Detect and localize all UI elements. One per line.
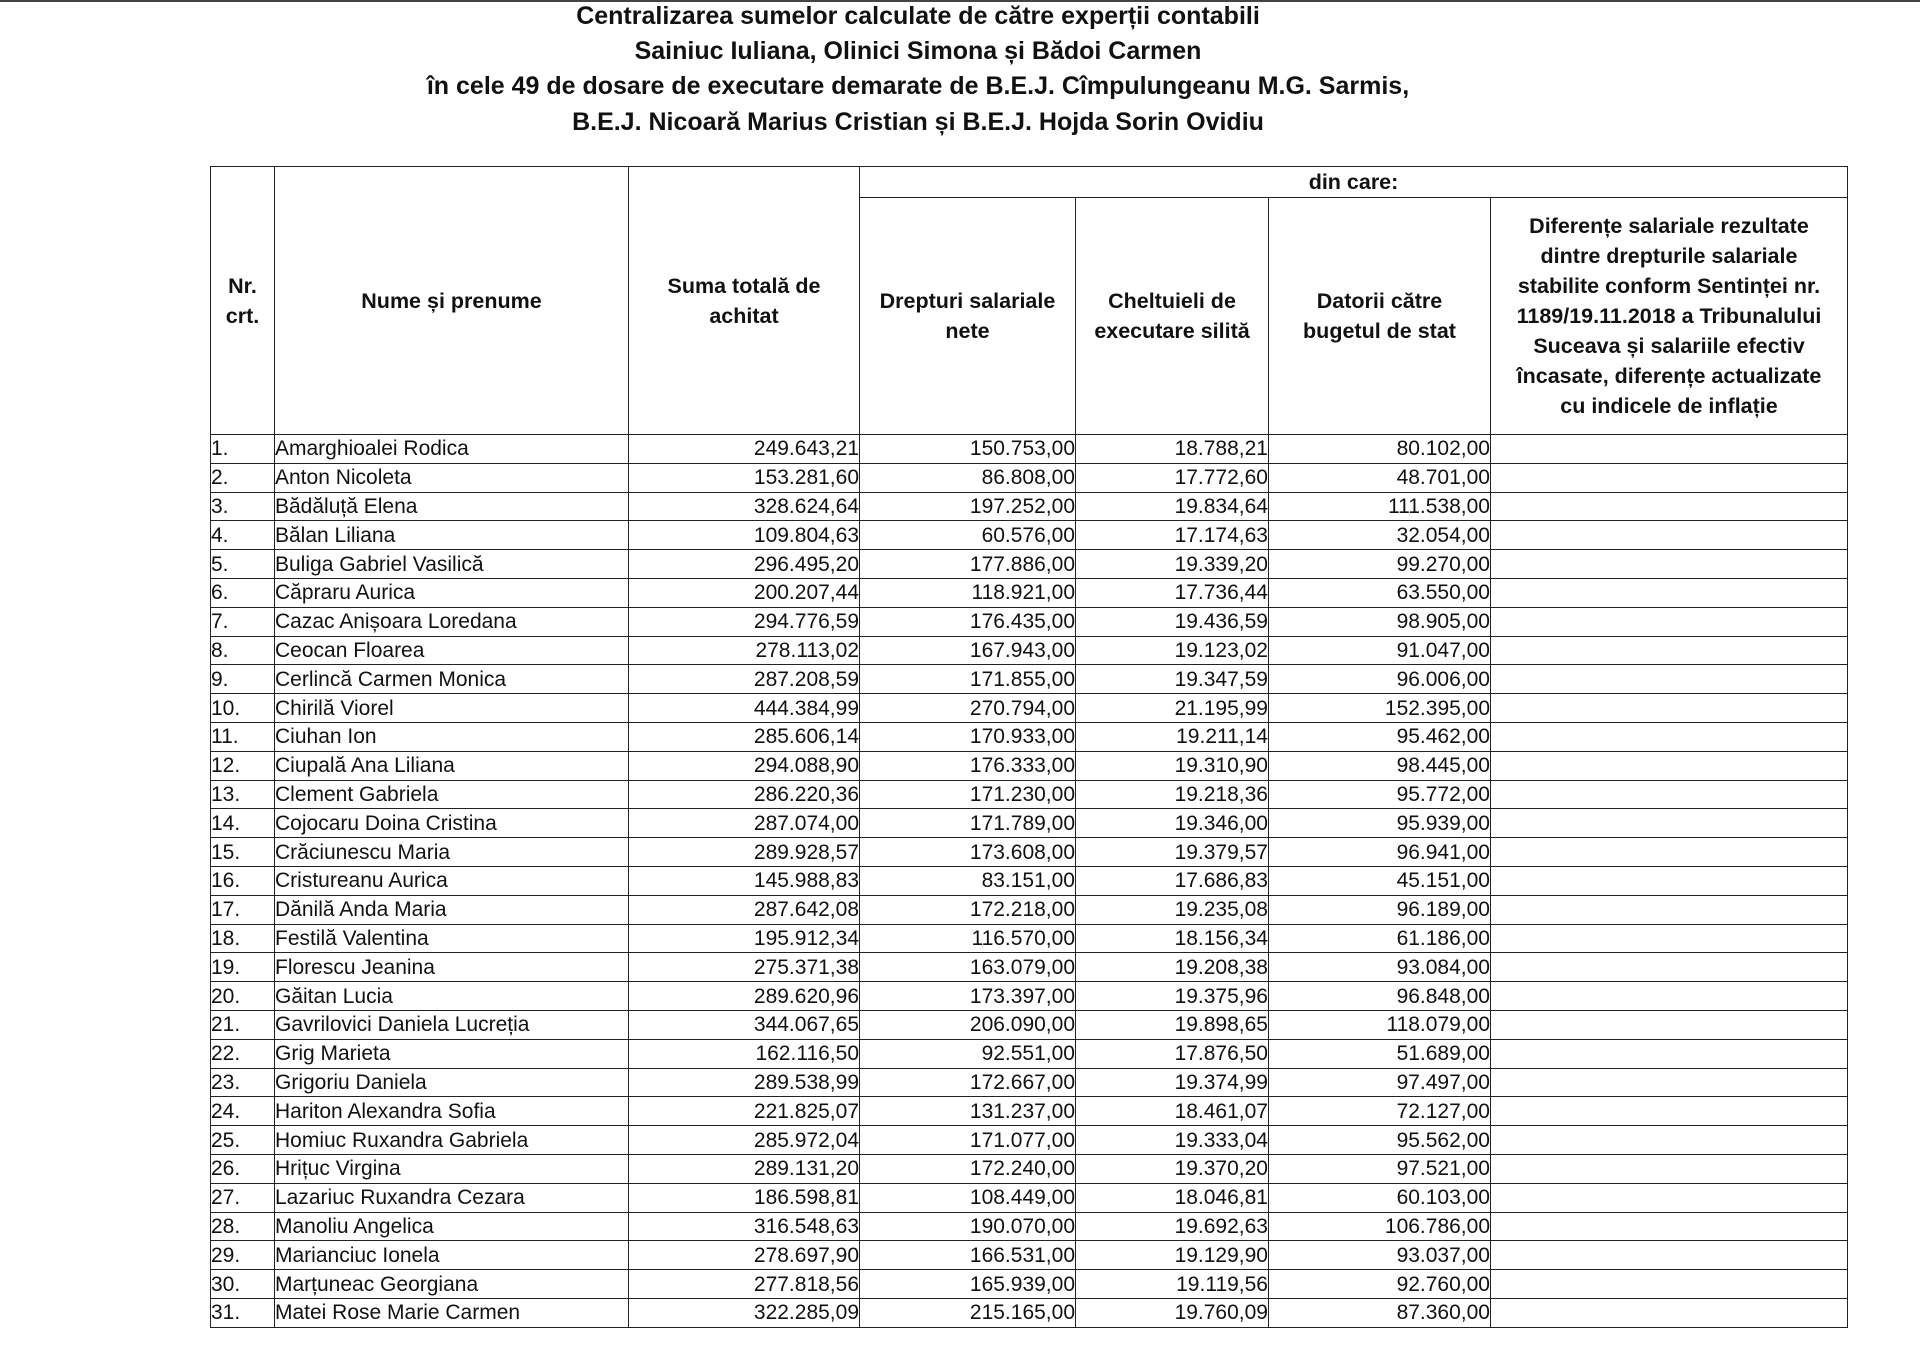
cell-total: 296.495,20 <box>629 550 860 579</box>
cell-diff <box>1491 1068 1848 1097</box>
cell-total: 287.642,08 <box>629 895 860 924</box>
table-row <box>211 665 1848 694</box>
cell-nr: 30. <box>211 1270 275 1299</box>
cell-diff <box>1491 751 1848 780</box>
cell-diff <box>1491 607 1848 636</box>
cell-total: 200.207,44 <box>629 578 860 607</box>
cell-nr: 1. <box>211 435 275 464</box>
cell-debt: 45.151,00 <box>1269 866 1491 895</box>
cell-diff <box>1491 780 1848 809</box>
cell-nr: 27. <box>211 1183 275 1212</box>
title-line-2: Sainiuc Iuliana, Olinici Simona și Bădoi Carmen <box>634 37 1202 65</box>
cell-nr: 10. <box>211 694 275 723</box>
cell-exec: 18.461,07 <box>1076 1097 1269 1126</box>
cell-debt: 96.006,00 <box>1269 665 1491 694</box>
cell-name: Cristureanu Aurica <box>275 866 629 895</box>
cell-net: 167.943,00 <box>860 636 1076 665</box>
cell-name: Manoliu Angelica <box>275 1212 629 1241</box>
cell-debt: 98.445,00 <box>1269 751 1491 780</box>
cell-diff <box>1491 463 1848 492</box>
cell-name: Ciupală Ana Liliana <box>275 751 629 780</box>
table-row <box>211 809 1848 838</box>
table-row <box>211 924 1848 953</box>
cell-exec: 17.772,60 <box>1076 463 1269 492</box>
cell-debt: 152.395,00 <box>1269 694 1491 723</box>
cell-debt: 91.047,00 <box>1269 636 1491 665</box>
cell-net: 83.151,00 <box>860 866 1076 895</box>
table-body <box>211 435 1848 1328</box>
table-row <box>211 780 1848 809</box>
cell-exec: 19.374,99 <box>1076 1068 1269 1097</box>
cell-nr: 2. <box>211 463 275 492</box>
cell-debt: 97.497,00 <box>1269 1068 1491 1097</box>
cell-nr: 12. <box>211 751 275 780</box>
cell-nr: 31. <box>211 1298 275 1327</box>
cell-diff <box>1491 665 1848 694</box>
cell-total: 287.208,59 <box>629 665 860 694</box>
cell-exec: 19.898,65 <box>1076 1010 1269 1039</box>
cell-nr: 13. <box>211 780 275 809</box>
table-row <box>211 1270 1848 1299</box>
cell-debt: 51.689,00 <box>1269 1039 1491 1068</box>
cell-exec: 19.370,20 <box>1076 1154 1269 1183</box>
cell-exec: 19.346,00 <box>1076 809 1269 838</box>
table-row <box>211 492 1848 521</box>
cell-diff <box>1491 838 1848 867</box>
cell-total: 221.825,07 <box>629 1097 860 1126</box>
table-row <box>211 1039 1848 1068</box>
cell-name: Hrițuc Virgina <box>275 1154 629 1183</box>
cell-net: 165.939,00 <box>860 1270 1076 1299</box>
cell-exec: 19.218,36 <box>1076 780 1269 809</box>
cell-net: 197.252,00 <box>860 492 1076 521</box>
table-row <box>211 607 1848 636</box>
cell-name: Cazac Anișoara Loredana <box>275 607 629 636</box>
cell-diff <box>1491 578 1848 607</box>
cell-total: 289.131,20 <box>629 1154 860 1183</box>
cell-net: 60.576,00 <box>860 521 1076 550</box>
table-row <box>211 866 1848 895</box>
cell-nr: 24. <box>211 1097 275 1126</box>
cell-total: 294.776,59 <box>629 607 860 636</box>
cell-total: 289.620,96 <box>629 982 860 1011</box>
cell-net: 176.435,00 <box>860 607 1076 636</box>
cell-exec: 19.333,04 <box>1076 1126 1269 1155</box>
cell-debt: 72.127,00 <box>1269 1097 1491 1126</box>
cell-debt: 95.562,00 <box>1269 1126 1491 1155</box>
cell-exec: 18.156,34 <box>1076 924 1269 953</box>
cell-diff <box>1491 1270 1848 1299</box>
cell-exec: 19.692,63 <box>1076 1212 1269 1241</box>
cell-debt: 106.786,00 <box>1269 1212 1491 1241</box>
cell-exec: 19.760,09 <box>1076 1298 1269 1327</box>
cell-net: 173.608,00 <box>860 838 1076 867</box>
cell-nr: 5. <box>211 550 275 579</box>
cell-exec: 17.686,83 <box>1076 866 1269 895</box>
cell-net: 172.218,00 <box>860 895 1076 924</box>
cell-debt: 95.462,00 <box>1269 722 1491 751</box>
cell-exec: 18.788,21 <box>1076 435 1269 464</box>
cell-exec: 19.339,20 <box>1076 550 1269 579</box>
cell-exec: 19.436,59 <box>1076 607 1269 636</box>
cell-nr: 18. <box>211 924 275 953</box>
cell-net: 171.077,00 <box>860 1126 1076 1155</box>
cell-diff <box>1491 982 1848 1011</box>
cell-net: 118.921,00 <box>860 578 1076 607</box>
cell-exec: 17.736,44 <box>1076 578 1269 607</box>
cell-net: 131.237,00 <box>860 1097 1076 1126</box>
cell-nr: 20. <box>211 982 275 1011</box>
cell-diff <box>1491 492 1848 521</box>
cell-diff <box>1491 694 1848 723</box>
cell-nr: 29. <box>211 1241 275 1270</box>
cell-debt: 118.079,00 <box>1269 1010 1491 1039</box>
cell-total: 316.548,63 <box>629 1212 860 1241</box>
header-exec: Cheltuieli de executare silită <box>1076 198 1269 435</box>
cell-total: 328.624,64 <box>629 492 860 521</box>
cell-total: 278.697,90 <box>629 1241 860 1270</box>
cell-total: 145.988,83 <box>629 866 860 895</box>
cell-nr: 9. <box>211 665 275 694</box>
cell-diff <box>1491 1298 1848 1327</box>
cell-net: 171.855,00 <box>860 665 1076 694</box>
cell-name: Gavrilovici Daniela Lucreția <box>275 1010 629 1039</box>
cell-diff <box>1491 636 1848 665</box>
header-diff: Diferențe salariale rezultate dintre drepturile salariale stabilite conform Sentinței nr. 1189/19.11.2018 a Tribunalului Suceava și salariile efectiv încasate, diferențe actualizate cu indicele de inflație <box>1491 198 1848 435</box>
table-row <box>211 722 1848 751</box>
cell-net: 170.933,00 <box>860 722 1076 751</box>
cell-nr: 14. <box>211 809 275 838</box>
cell-name: Buliga Gabriel Vasilică <box>275 550 629 579</box>
title-line-4: B.E.J. Nicoară Marius Cristian și B.E.J. Hojda Sorin Ovidiu <box>572 108 1264 136</box>
table-row <box>211 636 1848 665</box>
cell-debt: 96.848,00 <box>1269 982 1491 1011</box>
header-name: Nume și prenume <box>275 167 629 435</box>
cell-nr: 7. <box>211 607 275 636</box>
cell-total: 289.928,57 <box>629 838 860 867</box>
cell-debt: 95.939,00 <box>1269 809 1491 838</box>
cell-net: 270.794,00 <box>860 694 1076 723</box>
cell-debt: 63.550,00 <box>1269 578 1491 607</box>
cell-diff <box>1491 1010 1848 1039</box>
cell-debt: 48.701,00 <box>1269 463 1491 492</box>
cell-name: Clement Gabriela <box>275 780 629 809</box>
cell-diff <box>1491 722 1848 751</box>
cell-nr: 8. <box>211 636 275 665</box>
cell-name: Amarghioalei Rodica <box>275 435 629 464</box>
cell-net: 166.531,00 <box>860 1241 1076 1270</box>
cell-name: Florescu Jeanina <box>275 953 629 982</box>
cell-net: 172.667,00 <box>860 1068 1076 1097</box>
cell-exec: 19.123,02 <box>1076 636 1269 665</box>
cell-name: Marianciuc Ionela <box>275 1241 629 1270</box>
cell-name: Bădăluță Elena <box>275 492 629 521</box>
cell-debt: 87.360,00 <box>1269 1298 1491 1327</box>
cell-nr: 11. <box>211 722 275 751</box>
cell-total: 287.074,00 <box>629 809 860 838</box>
cell-exec: 19.235,08 <box>1076 895 1269 924</box>
cell-diff <box>1491 924 1848 953</box>
header-nr: Nr. crt. <box>211 167 275 435</box>
cell-net: 86.808,00 <box>860 463 1076 492</box>
cell-net: 177.886,00 <box>860 550 1076 579</box>
cell-exec: 17.876,50 <box>1076 1039 1269 1068</box>
cell-name: Hariton Alexandra Sofia <box>275 1097 629 1126</box>
cell-total: 285.606,14 <box>629 722 860 751</box>
cell-name: Grig Marieta <box>275 1039 629 1068</box>
cell-total: 275.371,38 <box>629 953 860 982</box>
cell-debt: 111.538,00 <box>1269 492 1491 521</box>
cell-name: Cojocaru Doina Cristina <box>275 809 629 838</box>
cell-nr: 28. <box>211 1212 275 1241</box>
cell-net: 172.240,00 <box>860 1154 1076 1183</box>
cell-total: 153.281,60 <box>629 463 860 492</box>
cell-diff <box>1491 1212 1848 1241</box>
cell-nr: 17. <box>211 895 275 924</box>
cell-total: 294.088,90 <box>629 751 860 780</box>
cell-diff <box>1491 1126 1848 1155</box>
cell-debt: 95.772,00 <box>1269 780 1491 809</box>
table-row <box>211 1154 1848 1183</box>
table-row <box>211 838 1848 867</box>
table-row <box>211 550 1848 579</box>
cell-exec: 19.834,64 <box>1076 492 1269 521</box>
cell-exec: 19.119,56 <box>1076 1270 1269 1299</box>
cell-diff <box>1491 1154 1848 1183</box>
table-row <box>211 895 1848 924</box>
cell-name: Bălan Liliana <box>275 521 629 550</box>
cell-total: 322.285,09 <box>629 1298 860 1327</box>
cell-net: 176.333,00 <box>860 751 1076 780</box>
cell-total: 289.538,99 <box>629 1068 860 1097</box>
cell-net: 190.070,00 <box>860 1212 1076 1241</box>
cell-net: 116.570,00 <box>860 924 1076 953</box>
cell-net: 215.165,00 <box>860 1298 1076 1327</box>
table-row <box>211 1126 1848 1155</box>
cell-name: Matei Rose Marie Carmen <box>275 1298 629 1327</box>
cell-total: 278.113,02 <box>629 636 860 665</box>
cell-diff <box>1491 809 1848 838</box>
cell-nr: 6. <box>211 578 275 607</box>
cell-nr: 19. <box>211 953 275 982</box>
cell-nr: 4. <box>211 521 275 550</box>
title-line-1: Centralizarea sumelor calculate de către experții contabili <box>576 2 1260 30</box>
cell-net: 173.397,00 <box>860 982 1076 1011</box>
table-row <box>211 463 1848 492</box>
cell-debt: 98.905,00 <box>1269 607 1491 636</box>
cell-nr: 23. <box>211 1068 275 1097</box>
cell-nr: 21. <box>211 1010 275 1039</box>
cell-net: 206.090,00 <box>860 1010 1076 1039</box>
cell-exec: 21.195,99 <box>1076 694 1269 723</box>
cell-total: 444.384,99 <box>629 694 860 723</box>
cell-total: 286.220,36 <box>629 780 860 809</box>
cell-diff <box>1491 953 1848 982</box>
cell-total: 277.818,56 <box>629 1270 860 1299</box>
table-row <box>211 953 1848 982</box>
cell-total: 285.972,04 <box>629 1126 860 1155</box>
cell-total: 344.067,65 <box>629 1010 860 1039</box>
cell-total: 249.643,21 <box>629 435 860 464</box>
cell-net: 171.230,00 <box>860 780 1076 809</box>
cell-name: Festilă Valentina <box>275 924 629 953</box>
cell-debt: 93.037,00 <box>1269 1241 1491 1270</box>
cell-debt: 32.054,00 <box>1269 521 1491 550</box>
cell-debt: 99.270,00 <box>1269 550 1491 579</box>
cell-net: 171.789,00 <box>860 809 1076 838</box>
title-line-3: în cele 49 de dosare de executare demarate de B.E.J. Cîmpulungeanu M.G. Sarmis, <box>426 72 1410 100</box>
cell-diff <box>1491 1241 1848 1270</box>
cell-diff <box>1491 521 1848 550</box>
cell-debt: 93.084,00 <box>1269 953 1491 982</box>
cell-diff <box>1491 1039 1848 1068</box>
cell-nr: 15. <box>211 838 275 867</box>
cell-name: Dănilă Anda Maria <box>275 895 629 924</box>
cell-debt: 96.189,00 <box>1269 895 1491 924</box>
cell-exec: 19.375,96 <box>1076 982 1269 1011</box>
table-row <box>211 1068 1848 1097</box>
cell-nr: 3. <box>211 492 275 521</box>
cell-exec: 19.310,90 <box>1076 751 1269 780</box>
cell-debt: 92.760,00 <box>1269 1270 1491 1299</box>
cell-name: Căpraru Aurica <box>275 578 629 607</box>
table-row <box>211 694 1848 723</box>
header-group: din care: <box>860 167 1848 198</box>
table-row <box>211 1097 1848 1126</box>
header-total: Suma totală de achitat <box>629 167 860 435</box>
cell-exec: 19.379,57 <box>1076 838 1269 867</box>
table-row <box>211 578 1848 607</box>
cell-diff <box>1491 435 1848 464</box>
cell-name: Grigoriu Daniela <box>275 1068 629 1097</box>
cell-exec: 17.174,63 <box>1076 521 1269 550</box>
cell-exec: 19.347,59 <box>1076 665 1269 694</box>
cell-name: Ceocan Floarea <box>275 636 629 665</box>
cell-total: 109.804,63 <box>629 521 860 550</box>
cell-net: 92.551,00 <box>860 1039 1076 1068</box>
cell-diff <box>1491 550 1848 579</box>
table-row <box>211 435 1848 464</box>
cell-debt: 61.186,00 <box>1269 924 1491 953</box>
table-row <box>211 1298 1848 1327</box>
table-row <box>211 1183 1848 1212</box>
cell-debt: 60.103,00 <box>1269 1183 1491 1212</box>
cell-name: Chirilă Viorel <box>275 694 629 723</box>
cell-debt: 80.102,00 <box>1269 435 1491 464</box>
cell-name: Ciuhan Ion <box>275 722 629 751</box>
cell-net: 150.753,00 <box>860 435 1076 464</box>
cell-name: Homiuc Ruxandra Gabriela <box>275 1126 629 1155</box>
cell-nr: 26. <box>211 1154 275 1183</box>
cell-nr: 25. <box>211 1126 275 1155</box>
table-row <box>211 1241 1848 1270</box>
cell-name: Marțuneac Georgiana <box>275 1270 629 1299</box>
cell-name: Lazariuc Ruxandra Cezara <box>275 1183 629 1212</box>
cell-total: 195.912,34 <box>629 924 860 953</box>
cell-net: 108.449,00 <box>860 1183 1076 1212</box>
cell-name: Găitan Lucia <box>275 982 629 1011</box>
header-debt: Datorii către bugetul de stat <box>1269 198 1491 435</box>
cell-debt: 96.941,00 <box>1269 838 1491 867</box>
cell-name: Anton Nicoleta <box>275 463 629 492</box>
table-row <box>211 1010 1848 1039</box>
cell-nr: 16. <box>211 866 275 895</box>
cell-name: Crăciunescu Maria <box>275 838 629 867</box>
cell-exec: 18.046,81 <box>1076 1183 1269 1212</box>
cell-exec: 19.208,38 <box>1076 953 1269 982</box>
table-row <box>211 521 1848 550</box>
cell-nr: 22. <box>211 1039 275 1068</box>
cell-exec: 19.129,90 <box>1076 1241 1269 1270</box>
cell-debt: 97.521,00 <box>1269 1154 1491 1183</box>
table-row <box>211 1212 1848 1241</box>
cell-total: 186.598,81 <box>629 1183 860 1212</box>
cell-net: 163.079,00 <box>860 953 1076 982</box>
cell-diff <box>1491 866 1848 895</box>
header-net: Drepturi salariale nete <box>860 198 1076 435</box>
cell-total: 162.116,50 <box>629 1039 860 1068</box>
cell-diff <box>1491 1097 1848 1126</box>
cell-diff <box>1491 895 1848 924</box>
cell-exec: 19.211,14 <box>1076 722 1269 751</box>
cell-name: Cerlincă Carmen Monica <box>275 665 629 694</box>
table-row <box>211 982 1848 1011</box>
cell-diff <box>1491 1183 1848 1212</box>
table-row <box>211 751 1848 780</box>
summary-table <box>210 166 1848 1328</box>
